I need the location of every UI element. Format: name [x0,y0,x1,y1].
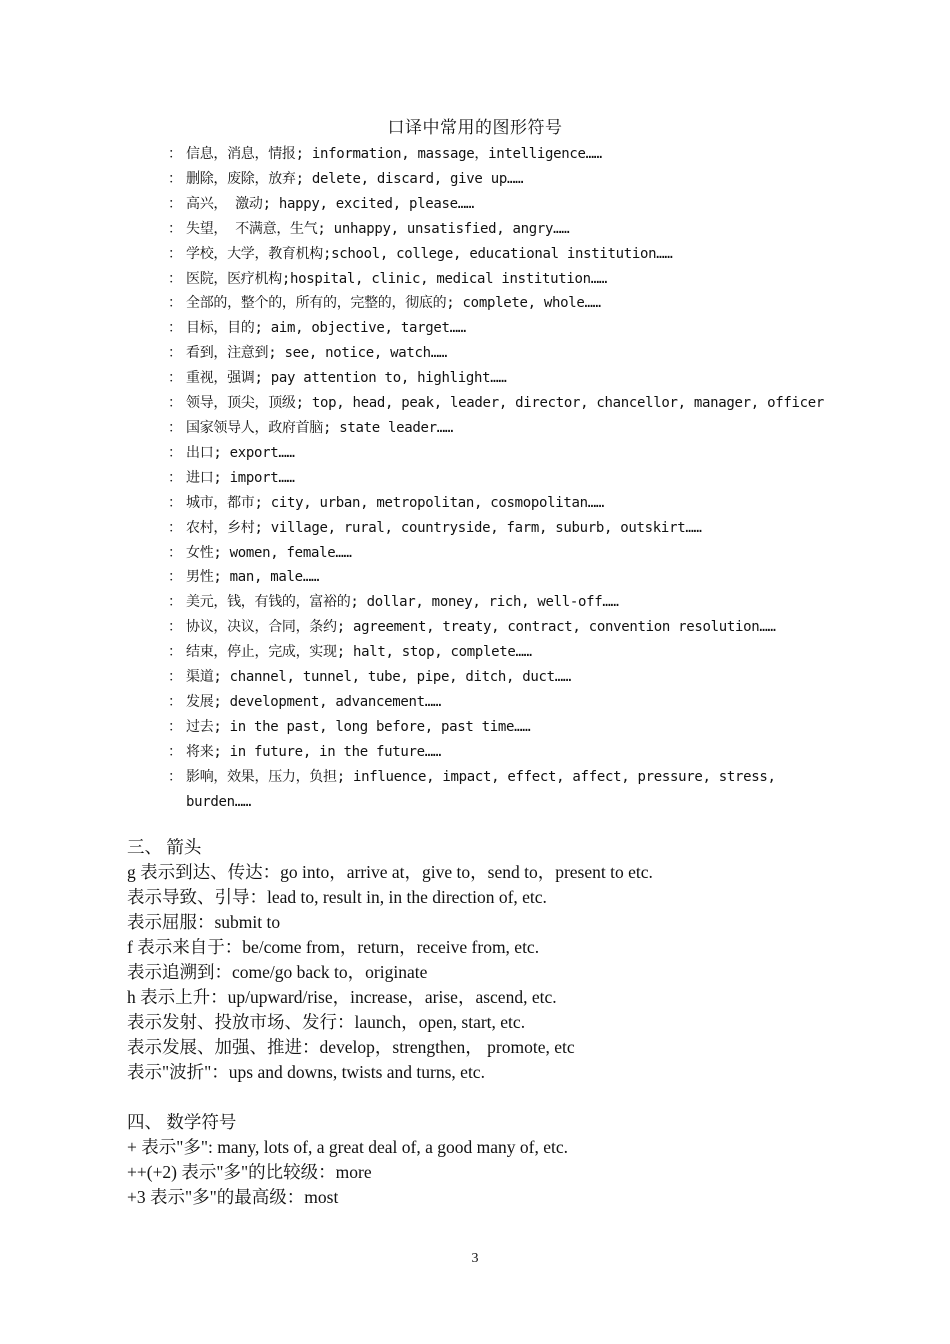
symbol-row [168,715,868,740]
section-line: g 表示到达、传达：go into，arrive at，give to，send to，present to etc. [127,862,653,882]
section-heading: 四、 数学符号 [127,1112,237,1132]
colon-mark: ： [168,469,182,486]
symbol-row [168,416,868,441]
symbol-meaning: 重视，强调; pay attention to, highlight…… [186,370,507,387]
page-number: 3 [471,1251,479,1266]
symbol-meaning: 高兴， 激动; happy, excited, please…… [186,195,474,212]
symbol-meaning: 过去; in the past, long before, past time…… [186,718,531,735]
symbol-row [168,541,868,566]
section-math-symbols [127,1110,887,1210]
symbol-meaning: 信息，消息，情报; information, massage，intelligence…… [186,146,602,162]
symbol-meaning: 结束，停止，完成，实现; halt, stop, complete…… [186,644,532,661]
colon-mark: ： [168,669,182,686]
symbol-row [168,391,868,416]
symbol-row [168,192,868,217]
symbol-meaning: 美元，钱，有钱的，富裕的; dollar, money, rich, well-off…… [186,594,619,611]
colon-mark: ： [168,644,182,661]
symbol-meaning: 出口; export…… [186,444,295,461]
symbol-meaning: 女性; women, female…… [186,544,352,561]
symbol-meaning: 渠道; channel, tunnel, tube, pipe, ditch, duct…… [186,669,572,686]
symbol-meaning: 将来; in future, in the future…… [186,743,442,760]
symbol-meaning-continued: burden…… [186,793,252,810]
colon-mark: ： [168,395,182,412]
colon-mark: ： [168,718,182,735]
colon-mark: ： [168,693,182,710]
symbol-meaning: 医院，医疗机构;hospital, clinic, medical institution…… [186,270,608,287]
symbol-row [168,267,868,292]
colon-mark: ： [168,320,182,337]
symbol-row [168,366,868,391]
symbol-row [168,740,868,765]
colon-mark: ： [168,619,182,636]
symbol-row [168,242,868,267]
colon-mark: ： [168,370,182,387]
section-line: ++(+2) 表示"多"的比较级：more [127,1162,372,1182]
symbol-row [168,466,868,491]
symbol-row [168,765,868,815]
symbol-row [168,615,868,640]
symbol-row [168,291,868,316]
symbol-list [168,142,868,814]
colon-mark: ： [168,743,182,760]
section-line: +3 表示"多"的最高级：most [127,1187,339,1207]
section-line: 表示屈服：submit to [127,912,281,932]
symbol-meaning: 目标，目的; aim, objective, target…… [186,320,466,337]
symbol-meaning: 全部的，整个的，所有的，完整的，彻底的; complete, whole…… [186,295,601,312]
section-line: h 表示上升：up/upward/rise，increase，arise，ascend, etc. [127,987,557,1007]
colon-mark: ： [168,444,182,461]
symbol-meaning: 学校，大学，教育机构;school, college, educational institution…… [186,245,673,262]
colon-mark: ： [168,544,182,561]
colon-mark: ： [168,195,182,212]
page-title: 口译中常用的图形符号 [387,118,563,138]
symbol-row [168,167,868,192]
colon-mark: ： [168,569,182,586]
symbol-row [168,516,868,541]
symbol-meaning: 国家领导人，政府首脑; state leader…… [186,419,454,436]
symbol-meaning: 农村，乡村; village, rural, countryside, farm, suburb, outskirt…… [186,519,702,536]
symbol-meaning: 影响，效果，压力，负担; influence, impact, effect, affect, pressure, stress, [186,768,776,785]
symbol-meaning: 城市，都市; city, urban, metropolitan, cosmopolitan…… [186,494,605,511]
symbol-meaning: 失望， 不满意，生气; unhappy, unsatisfied, angry…… [186,220,570,237]
colon-mark: ： [168,170,182,187]
colon-mark: ： [168,245,182,262]
symbol-row [168,142,868,167]
symbol-row [168,341,868,366]
symbol-meaning: 进口; import…… [186,469,295,486]
colon-mark: ： [168,419,182,436]
section-line: 表示导致、引导：lead to, result in, in the direction of, etc. [127,887,547,907]
colon-mark: ： [168,270,182,287]
symbol-row [168,690,868,715]
colon-mark: ： [168,594,182,611]
symbol-meaning: 看到，注意到; see, notice, watch…… [186,345,448,362]
symbol-row [168,441,868,466]
colon-mark: ： [168,345,182,362]
colon-mark: ： [168,220,182,237]
section-line: 表示发展、加强、推进：develop，strengthen， promote, etc [127,1037,575,1057]
symbol-meaning: 删除，废除，放弃; delete, discard, give up…… [186,170,524,187]
colon-mark: ： [168,768,182,785]
symbol-row [168,565,868,590]
symbol-meaning: 男性; man, male…… [186,569,320,586]
colon-mark: ： [168,146,182,162]
symbol-meaning: 协议，决议，合同，条约; agreement, treaty, contract, convention resolution…… [186,619,776,636]
symbol-row [168,665,868,690]
colon-mark: ： [168,295,182,312]
colon-mark: ： [168,494,182,511]
section-line: 表示发射、投放市场、发行：launch，open, start, etc. [127,1012,526,1032]
symbol-row [168,590,868,615]
colon-mark: ： [168,519,182,536]
section-line: 表示追溯到：come/go back to，originate [127,962,428,982]
section-heading: 三、 箭头 [127,837,202,857]
symbol-row [168,491,868,516]
symbol-meaning: 领导，顶尖，顶级; top, head, peak, leader, director, chancellor, manager, officer [186,395,824,412]
section-arrows [127,835,887,1085]
symbol-meaning: 发展; development, advancement…… [186,693,442,710]
section-line: f 表示来自于：be/come from，return，receive from, etc. [127,937,540,957]
section-line: 表示"波折"：ups and downs, twists and turns, etc. [127,1062,485,1082]
symbol-row [168,217,868,242]
symbol-row [168,316,868,341]
section-line: + 表示"多": many, lots of, a great deal of, a good many of, etc. [127,1137,568,1157]
symbol-row [168,640,868,665]
